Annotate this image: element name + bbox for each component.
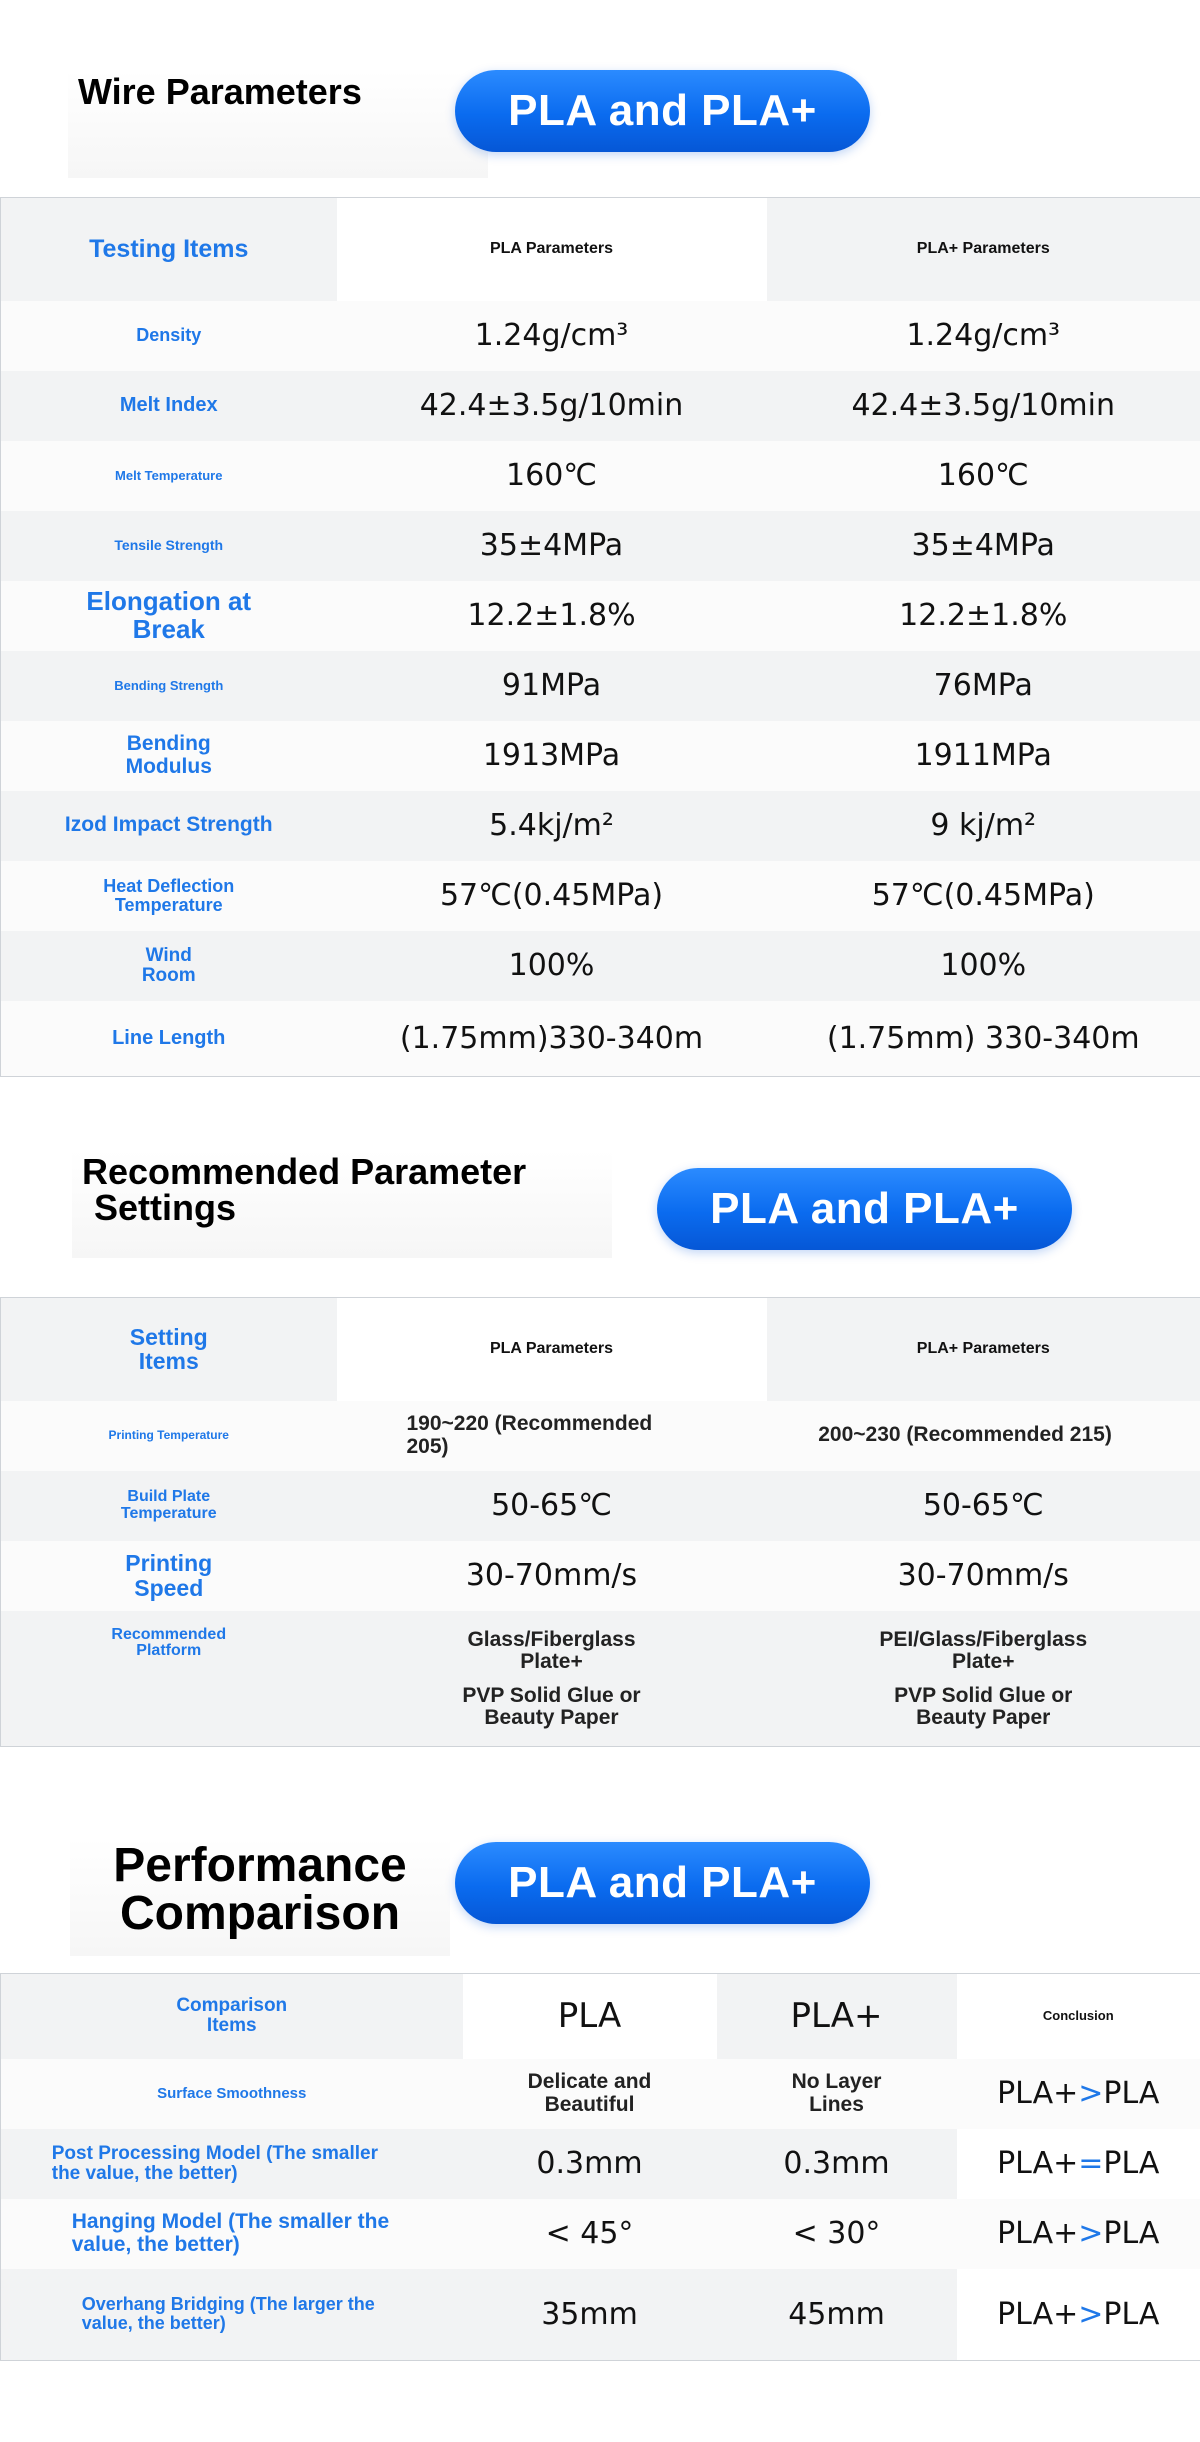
conclusion: PLA+>PLA [997,2076,1160,2111]
table-row [1,931,1200,1001]
plus-value: < 30° [792,2216,881,2251]
section2-title-line2: Settings [94,1187,237,1228]
plus-value: 35±4MPa [911,528,1055,563]
conclusion: PLA+=PLA [957,2129,1200,2199]
pla-value: 91MPa [501,668,602,703]
section1-pill: PLA and PLA+ [455,70,870,152]
pla-value: 5.4kj/m² [489,808,614,843]
row-label: Printing Speed [125,1550,213,1601]
recommended-settings-table [0,1297,1200,1747]
table-row [1,371,1200,441]
header-col-plus: PLA+ Parameters [916,1340,1050,1358]
section3-title [70,1838,450,1956]
plus-value: 200~230 (Recommended 215) [818,1423,1112,1447]
conclusion: PLA+>PLA [957,2269,1200,2361]
table-row [1,721,1200,791]
plus-value: 76MPa [933,668,1033,703]
row-label: Density [136,325,202,346]
section2-title-line1: Recommended Parameter [82,1151,527,1192]
table-row [1,1611,1200,1747]
row-label: Build Plate Temperature [120,1487,217,1522]
table-row [1,2199,1200,2269]
pla-value: 57℃(0.45MPa) [439,878,664,913]
pla-platform-b: PVP Solid Glue or Beauty Paper [462,1683,641,1729]
row-label: Wind Room [141,944,196,986]
row-label: Printing Temperature [108,1428,229,1443]
pla-value: (1.75mm)330-340m [399,1020,704,1056]
plus-value: 57℃(0.45MPa) [871,878,1095,913]
table-row [1,861,1200,931]
plus-value: 0.3mm [783,2146,890,2181]
section3-title-line2: Comparison [119,1887,401,1940]
pla-value: 35±4MPa [479,528,624,563]
table-row [1,651,1200,721]
table-row [1,791,1200,861]
table-row [1,1541,1200,1611]
wire-parameters-table [0,197,1200,1077]
row-label: Post Processing Model (The smaller the value, the better) [51,2142,379,2184]
row-label: Bending Strength [114,677,224,693]
performance-comparison-table [0,1973,1200,2361]
header-col-plus: PLA+ [790,1996,883,2037]
table-header-row [1,198,1200,301]
plus-value: 100% [940,948,1027,983]
table-header-row [1,1298,1200,1401]
plus-value: 1911MPa [914,738,1052,773]
pla-platform-a: Glass/Fiberglass Plate+ [467,1627,636,1673]
table-row [1,2129,1200,2199]
pla-value: 160℃ [506,458,597,493]
pla-value: 1913MPa [482,738,621,773]
pla-value: 30-70mm/s [465,1558,638,1593]
pla-value: 190~220 (Recommended 205) [406,1412,653,1458]
plus-value: 45mm [788,2296,885,2332]
row-label: Melt Index [119,394,218,416]
row-label: Tensile Strength [114,537,224,554]
plus-value: 160℃ [937,458,1029,493]
row-label: Melt Temperature [115,467,223,483]
pla-value: 100% [508,948,595,983]
plus-value: 42.4±3.5g/10min [851,388,1116,423]
row-label: Overhang Bridging (The larger the value, the better) [81,2294,375,2334]
table-row [1,1471,1200,1541]
row-label: Hanging Model (The smaller the value, the better) [71,2210,390,2256]
pla-value: 0.3mm [536,2146,643,2181]
table-row [1,2059,1200,2129]
header-label: Setting Items [129,1324,208,1375]
header-col-pla: PLA [557,1996,622,2037]
pla-value: < 45° [545,2216,634,2251]
row-label: Bending Modulus [125,732,212,778]
row-label: Elongation at Break [86,586,252,644]
row-label: Surface Smoothness [157,2084,307,2102]
plus-value: 12.2±1.8% [899,598,1068,633]
conclusion: PLA+>PLA [997,2216,1160,2251]
section2-pill: PLA and PLA+ [657,1168,1072,1250]
plus-value: 9 kj/m² [930,808,1037,843]
header-col-plus: PLA+ Parameters [916,240,1050,258]
pla-value: 35mm [541,2296,638,2332]
section2-title [72,1150,612,1258]
table-row [1,1001,1200,1077]
pla-value: Delicate and Beautiful [527,2070,652,2116]
table-row [1,511,1200,581]
plus-value: 50-65℃ [922,1488,1044,1523]
header-label: Comparison Items [176,1995,288,2037]
pla-value: 50-65℃ [491,1488,612,1523]
plus-platform-b: PVP Solid Glue or Beauty Paper [894,1683,1073,1729]
plus-value: 1.24g/cm³ [906,318,1061,353]
plus-value: (1.75mm) 330-340m [826,1020,1140,1056]
row-label: Heat Deflection Temperature [103,875,235,915]
plus-value: 30-70mm/s [897,1558,1069,1593]
plus-value: No Layer Lines [791,2070,882,2116]
section1-title: Wire Parameters [68,70,488,178]
table-row [1,1401,1200,1471]
header-col-conclusion: Conclusion [1042,2008,1114,2024]
row-label: Izod Impact Strength [64,813,273,837]
section3-pill: PLA and PLA+ [455,1842,870,1924]
section3-title-line1: Performance [113,1839,407,1892]
table-row [1,581,1200,651]
row-label: Line Length [112,1026,226,1049]
table-row [1,2269,1200,2361]
pla-value: 42.4±3.5g/10min [419,388,684,423]
table-row [1,301,1200,371]
table-row [1,441,1200,511]
header-col-pla: PLA Parameters [489,240,614,258]
table-header-row [1,1974,1200,2059]
row-label: Recommended Platform [111,1625,227,1660]
header-col-pla: PLA Parameters [489,1340,614,1358]
header-label: Testing Items [89,235,249,264]
pla-value: 1.24g/cm³ [474,318,629,353]
plus-platform-a: PEI/Glass/Fiberglass Plate+ [879,1627,1088,1673]
pla-value: 12.2±1.8% [467,598,636,633]
